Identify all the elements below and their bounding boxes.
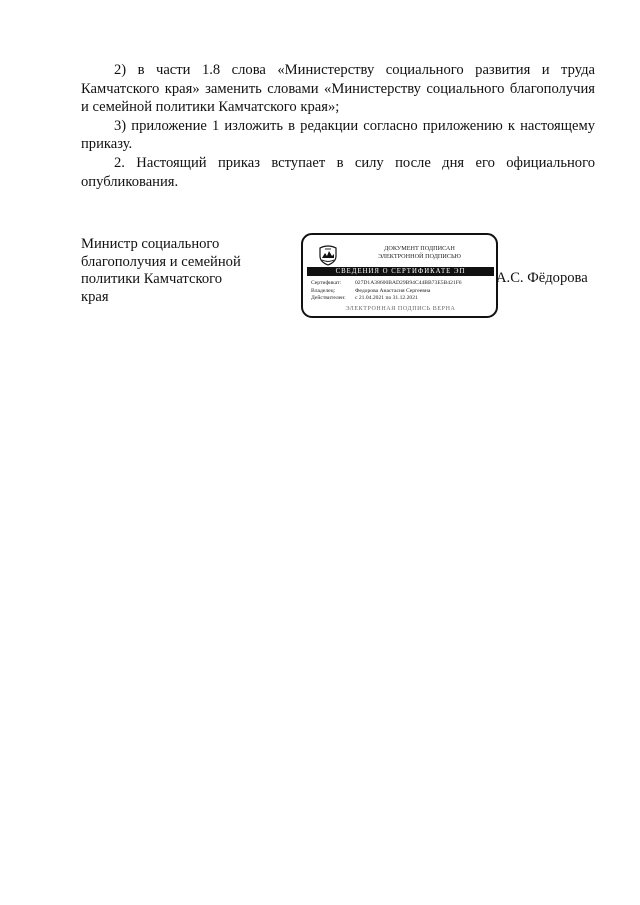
stamp-details	[311, 280, 494, 303]
signer-position	[81, 236, 271, 306]
stamp-label: Владелец:	[311, 287, 336, 294]
signer-name: А.С. Фёдорова	[496, 270, 588, 286]
stamp-footer: ЭЛЕКТРОННАЯ ПОДПИСЬ ВЕРНА	[345, 306, 456, 312]
stamp-label: Действителен:	[311, 295, 346, 302]
stamp-header-line: ЭЛЕКТРОННОЙ ПОДПИСЬЮ	[378, 253, 461, 260]
signer-position-line: благополучия и семейной	[81, 253, 241, 270]
stamp-value: Федорова Анастасия Сергеевна	[355, 287, 431, 294]
signer-position-line: края	[81, 288, 109, 305]
signer-position-line: политики Камчатского	[81, 271, 223, 287]
stamp-value: с 21.04.2021 по 31.12.2021	[355, 295, 418, 302]
stamp-certificate-banner: СВЕДЕНИЯ О СЕРТИФИКАТЕ ЭП	[307, 267, 494, 276]
paragraph-effective-date: 2. Настоящий приказ вступает в силу после дня его официального опубликования.	[81, 154, 595, 190]
paragraph-item-3: 3) приложение 1 изложить в редакции согласно приложению к настоящему приказу.	[81, 117, 595, 153]
paragraph-item-2: 2) в части 1.8 слова «Министерству социального развития и труда Камчатского края» заменить словами «Министерству социального благополучия и семейной политики Камчатского края»;	[81, 62, 595, 116]
stamp-value: 027D1A38600BAD29B94C44BB73E5B421F6	[355, 280, 462, 286]
order-text	[81, 61, 595, 191]
stamp-certificate-row	[311, 280, 494, 288]
stamp-header	[347, 245, 492, 261]
coat-of-arms-icon	[317, 244, 339, 266]
stamp-label: Сертификат:	[311, 280, 342, 286]
stamp-header-line: ДОКУМЕНТ ПОДПИСАН	[384, 245, 455, 252]
signer-position-line: Министр социального	[81, 236, 220, 252]
stamp-validity-row	[311, 295, 494, 303]
electronic-signature-stamp	[301, 233, 498, 318]
